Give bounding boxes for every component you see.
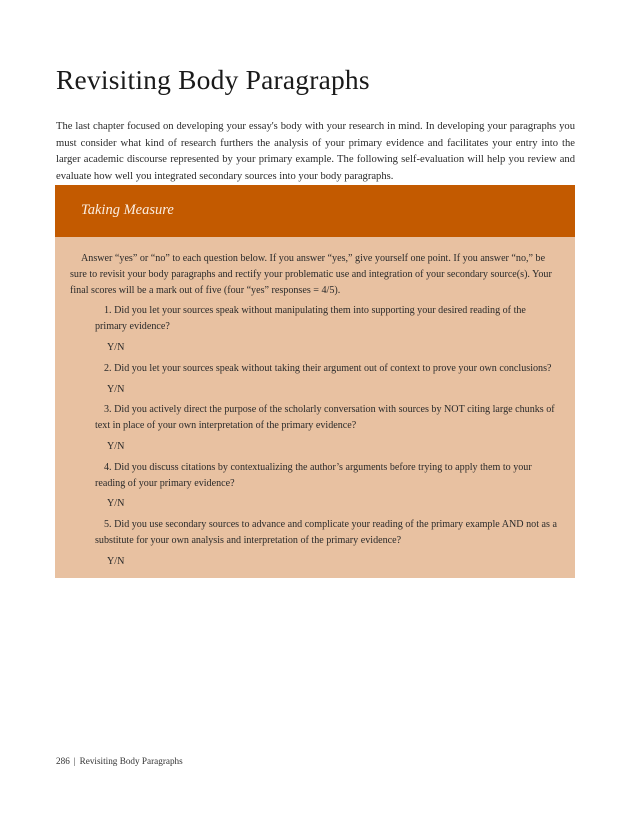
- instructions-text: Answer “yes” or “no” to each question below. If you answer “yes,” give yourself one point. If you answer “no,” be sure to revisit your body paragraphs and rectify your problematic use and integration of your secondary source(s). Your final scores will be a mark out of five (four “yes” responses = 4/5).: [70, 253, 552, 296]
- question-5: 5. Did you use secondary sources to advance and complicate your reading of the primary example AND not as a substitute for your own analysis and interpretation of the primary evidence?: [95, 519, 557, 546]
- question-3: 3. Did you actively direct the purpose of the scholarly conversation with sources by NOT citing large chunks of text in place of your own interpretation of the primary evidence?: [95, 404, 555, 432]
- page-number: 286: [56, 756, 70, 766]
- page-title: Revisiting Body Paragraphs: [56, 64, 370, 95]
- footer-separator: |: [73, 756, 76, 766]
- question-1: 1. Did you let your sources speak without manipulating them into supporting your desired reading of the primary evidence?: [95, 305, 526, 333]
- running-title: Revisiting Body Paragraphs: [79, 756, 183, 766]
- taking-measure-box: [55, 185, 575, 578]
- answer-2: Y/N: [107, 383, 125, 395]
- intro-paragraph: The last chapter focused on developing your essay's body with your research in mind. In developing your paragraphs you must consider what kind of research furthers the analysis of your primary evidence and facilitates your entry into the larger academic discourse represented by your primary example. The following self-evaluation will help you review and evaluate how well you integrated secondary sources into your body paragraphs.: [56, 121, 575, 182]
- question-2: 2. Did you let your sources speak without taking their argument out of context to prove your own conclusions?: [104, 362, 552, 374]
- taking-measure-header: [55, 185, 575, 237]
- answer-3: Y/N: [107, 440, 125, 452]
- answer-4: Y/N: [107, 498, 125, 510]
- question-4: 4. Did you discuss citations by contextualizing the author’s arguments before trying to apply them to your reading of your primary evidence?: [95, 461, 532, 489]
- page-footer: [56, 756, 183, 766]
- taking-measure-title: Taking Measure: [81, 202, 174, 218]
- answer-5: Y/N: [107, 555, 125, 567]
- answer-1: Y/N: [107, 341, 125, 353]
- taking-measure-body: [70, 251, 560, 575]
